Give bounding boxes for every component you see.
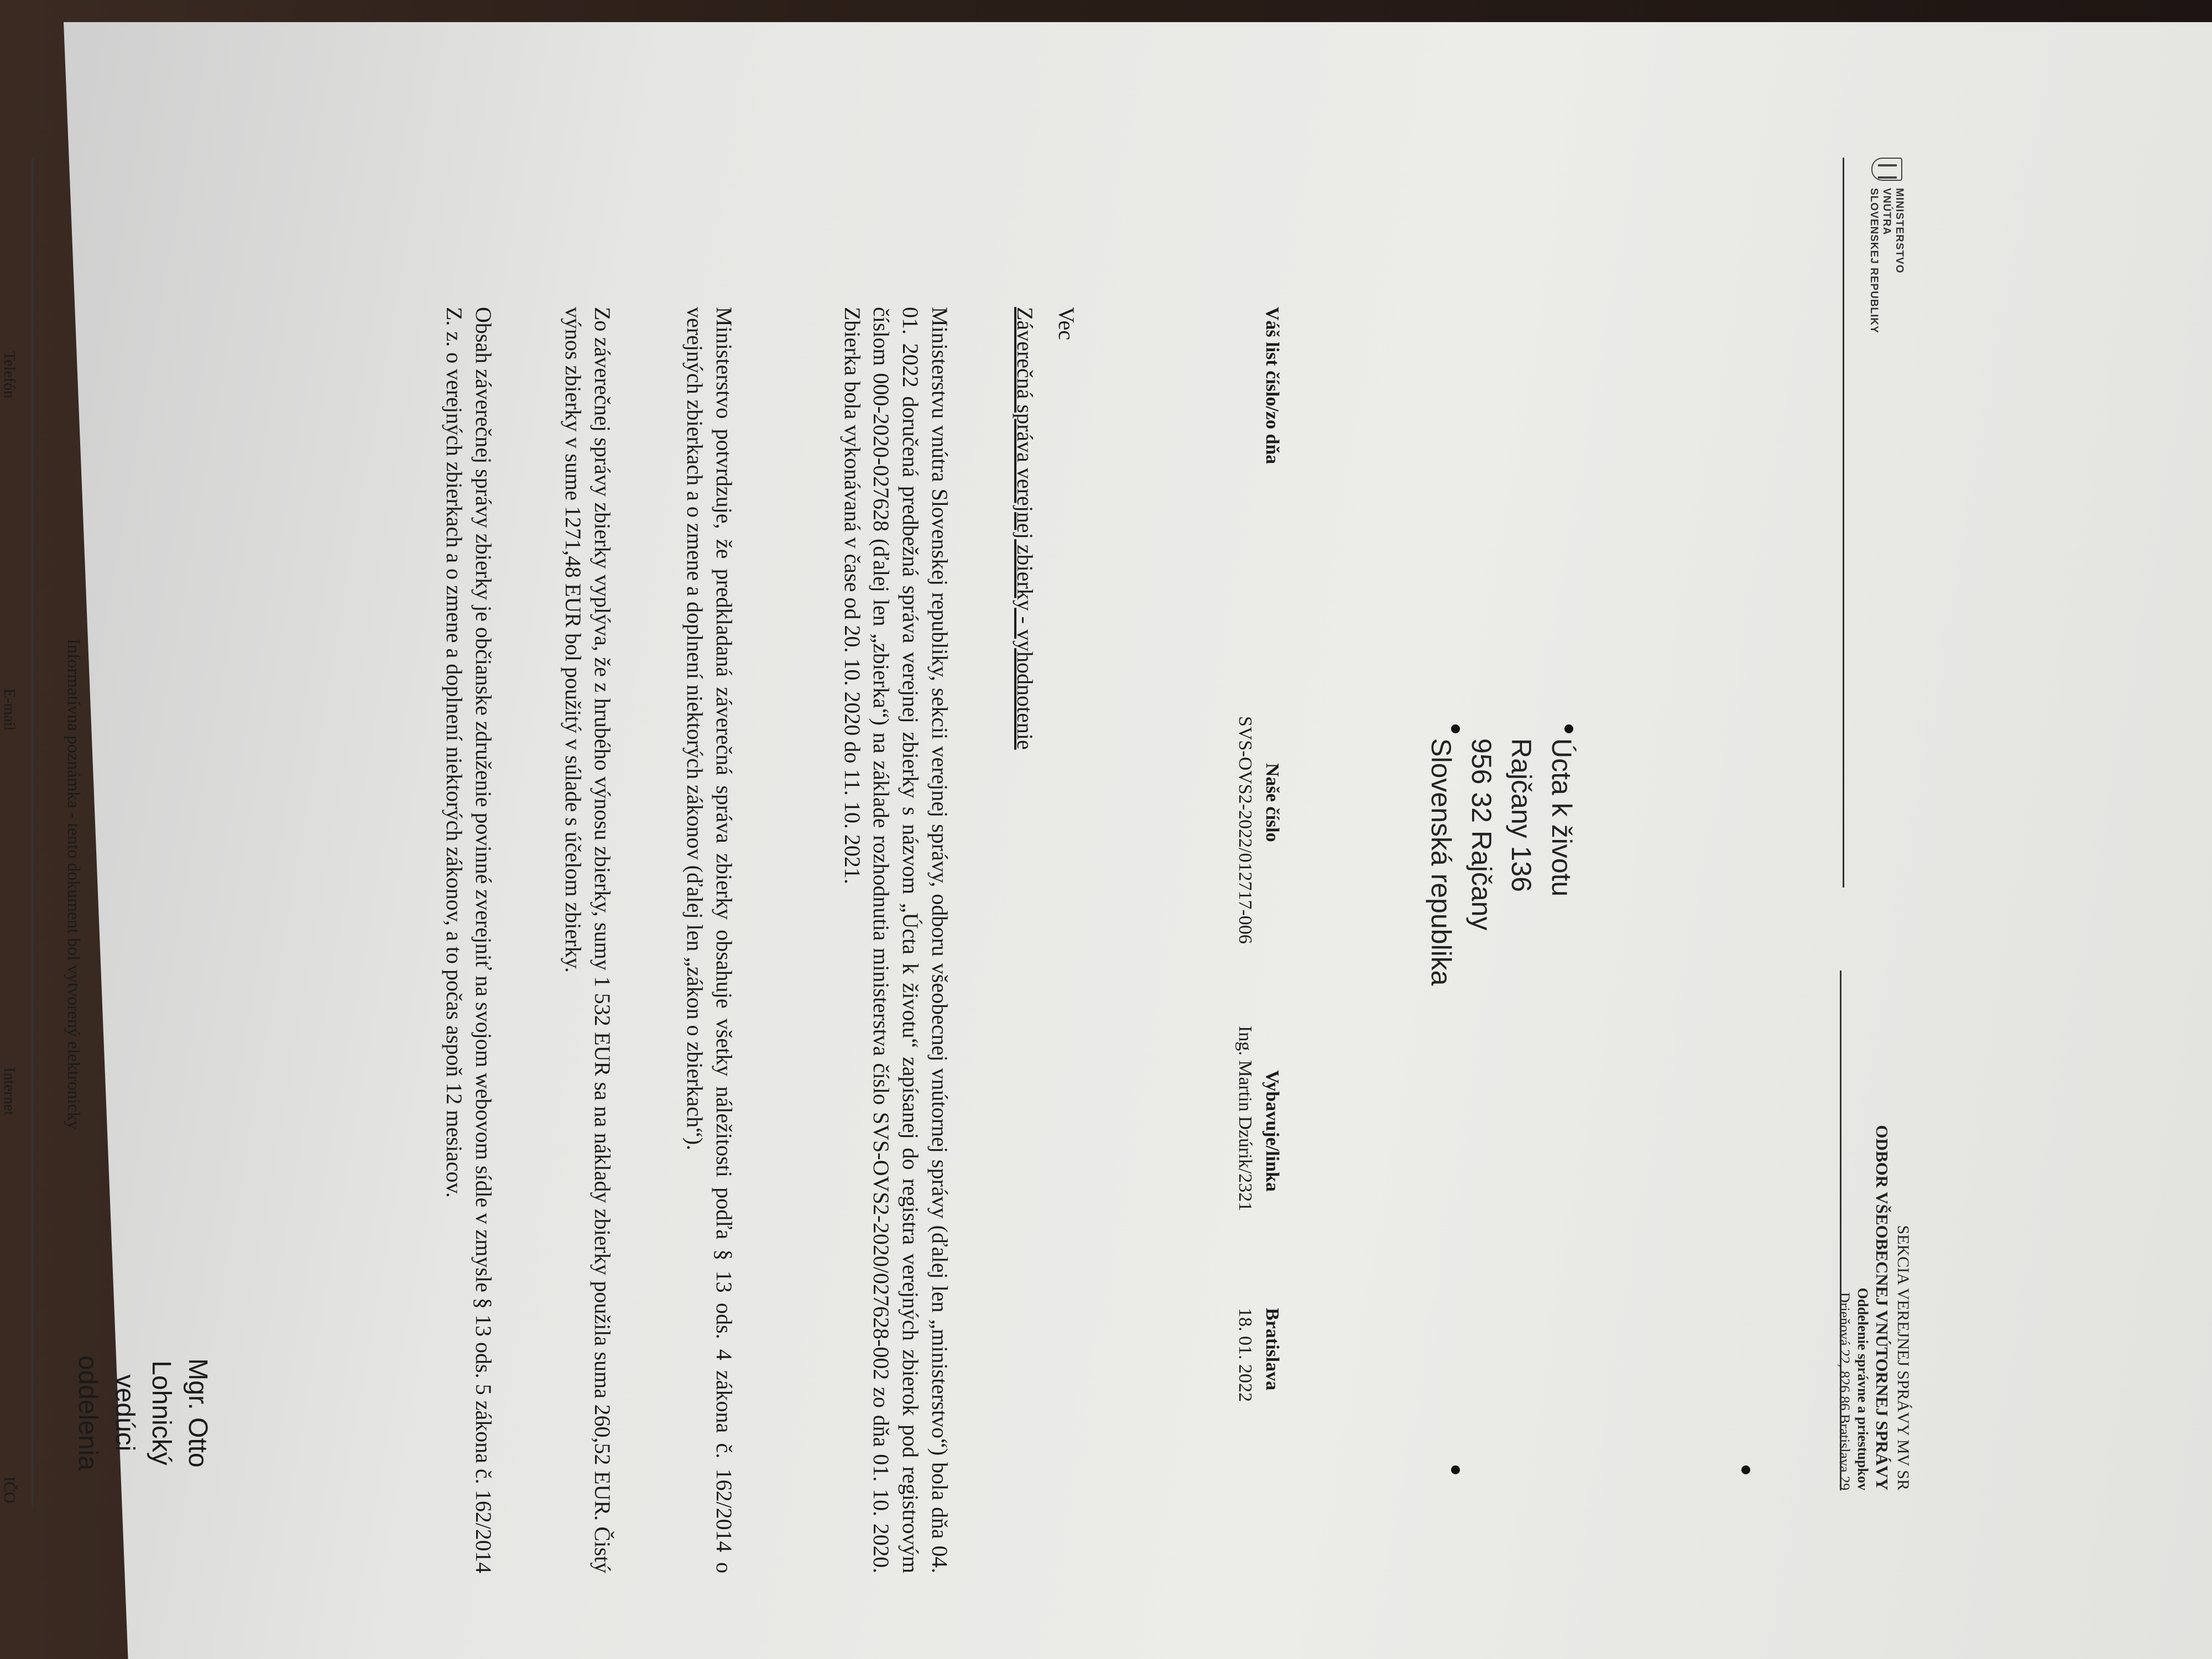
recipient-name: Úcta k životu (1546, 738, 1577, 897)
our-number-value: SVS-OVS2-2022/012717-006 (1234, 716, 1255, 944)
handled-by-label: Vybavuje/linka (1262, 1070, 1282, 1192)
signature-block (69, 1313, 216, 1512)
coat-of-arms-icon (1871, 158, 1902, 181)
place-label: Bratislava (1262, 1308, 1282, 1391)
our-number-ref (1231, 716, 1286, 944)
footer-phone-label: Telefón (1, 351, 18, 399)
your-letter-label: Váš list číslo/zo dňa (1262, 307, 1282, 465)
issuer-department: ODBOR VŠEOBECNEJ VNÚTORNEJ SPRÁVY (1872, 1125, 1892, 1490)
issuer-section: SEKCIA VEREJNEJ SPRÁVY MV SR (1894, 1225, 1912, 1490)
date-ref (1231, 1308, 1286, 1402)
subject-title: Záverečná správa verejnej zbierky - vyhodnotenie (1013, 307, 1037, 750)
electronic-document-note: Informatívna poznámka - tento dokument bol vytvorený elektronicky (64, 639, 84, 1130)
footer-divider (32, 158, 33, 1507)
body-paragraph: Ministerstvo potvrdzuje, že predkladaná záverečná správa zbierky obsahuje všetky náležitosti podľa § 13 ods. 4 zákona č. 162/2014 o verejných zbierkach a o zmene a doplnení niektorých zákonov (ďalej len „zákon o zbierkach“). (682, 307, 737, 1573)
footer-ico-label: IČO (1, 1477, 18, 1504)
issuer-division: Oddelenie správne a priestupkov (1854, 1287, 1871, 1490)
header-divider-right (1840, 971, 1841, 1490)
recipient-street: Rajčany 136 (1506, 738, 1537, 892)
recipient-city: 956 32 Rajčany (1466, 738, 1497, 931)
signatory-role: vedúci oddelenia (73, 1355, 139, 1471)
body-paragraph: Zo záverečnej správy zbierky vyplýva, že z hrubého výnosu zbierky, sumy 1 532 EUR sa na náklady zbierky použila suma 260,52 EUR. Čistý výnos zbierky v sume 1271,48 EUR bol použitý v súlade s účelom zbierky. (561, 307, 615, 1573)
our-number-label: Naše číslo (1262, 763, 1282, 842)
footer-email-label: E-mail (1, 688, 18, 731)
footer-internet-label: Internet (1, 1067, 18, 1116)
body-paragraph: Obsah záverečnej správy zbierky je občianske združenie povinné zverejniť na svojom webovom sídle v zmysle § 13 ods. 5 zákona č. 162/2014 Z. z. o verejných zbierkach a o zmene a doplnení niektorých zákonov, a to počas aspoň 12 mesiacov. (442, 307, 496, 1573)
letter-date: 18. 01. 2022 (1234, 1308, 1255, 1402)
header-divider-left (1843, 158, 1844, 888)
recipient-country: Slovenská republika (1426, 738, 1457, 986)
window-mark-dot (1451, 1465, 1460, 1474)
address-mark-dot (1451, 724, 1460, 733)
subject-label: Vec (1054, 307, 1079, 340)
window-mark-dot (1741, 1465, 1750, 1474)
letter-page (0, 64, 1936, 1584)
issuer-address: Drieňová 22, 826 86 Bratislava 29 (1837, 1292, 1853, 1490)
handled-by-value: Ing. Martin Dzúrik/2321 (1234, 1026, 1255, 1212)
recipient-address (1421, 738, 1582, 986)
handled-by-ref (1231, 1026, 1286, 1211)
signatory-name: Mgr. Otto Lohnický (146, 1358, 212, 1468)
ministry-logo-text: MINISTERSTVO VNÚTRA SLOVENSKEJ REPUBLIKY (1868, 188, 1905, 333)
your-letter-ref (1259, 307, 1286, 464)
body-paragraph: Ministerstvu vnútra Slovenskej republiky, sekcii verejnej správy, odboru všeobecnej vnútornej správy (ďalej len „ministerstvo“) bola dňa 04. 01. 2022 doručená predbežná správa verejnej zbierky s názvom „Úcta k životu“ zapísanej do registra verejných zbierok pod registrovým číslom 000-2020-027628 (ďalej len „zbierka“) na základe rozhodnutia ministerstva číslo SVS-OVS2-2020/027628-002 zo dňa 01. 10. 2020. Zbierka bola vykonávaná v čase od 20. 10. 2020 do 11. 10. 2021. (839, 307, 952, 1573)
issuer-header (1835, 1125, 1913, 1490)
address-mark-dot (1564, 724, 1573, 733)
